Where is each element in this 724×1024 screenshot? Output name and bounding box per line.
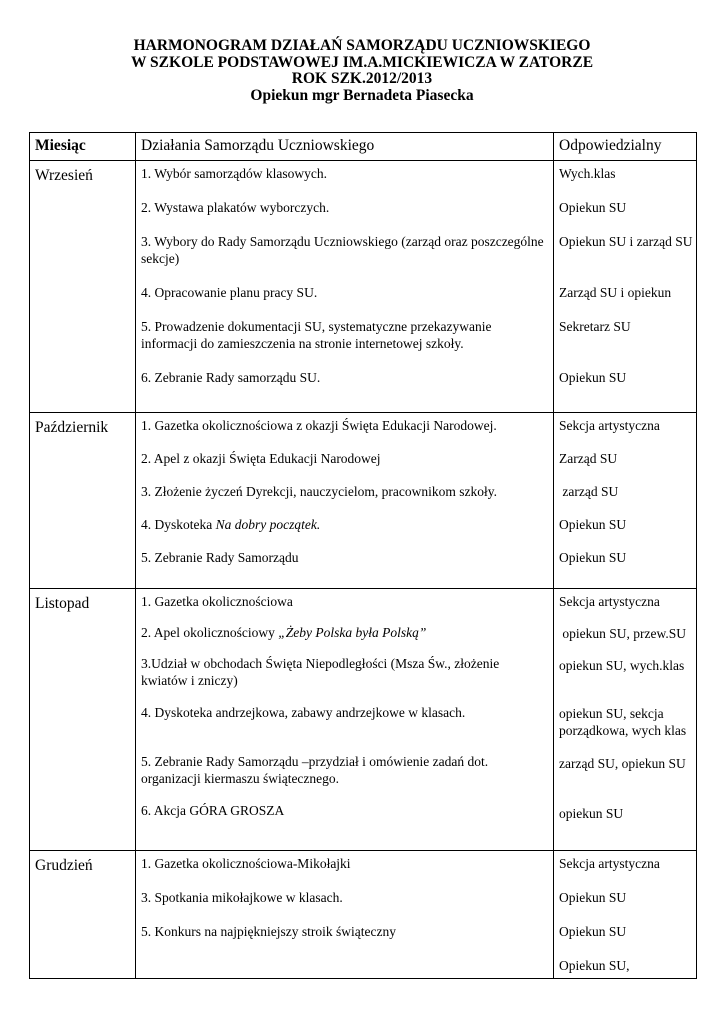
responsible-item: Wych.klas [559, 166, 616, 181]
table-row-listopad [30, 589, 697, 851]
activity-item: 5. Prowadzenie dokumentacji SU, systematyczne przekazywanie informacji do zamieszczenia na stronie internetowej szkoły. [141, 319, 492, 351]
responsible-item: Zarząd SU [559, 451, 618, 466]
title-line-4: Opiekun mgr Bernadeta Piasecka [250, 86, 474, 104]
month-cell: Grudzień [30, 851, 136, 979]
title-line-1: HARMONOGRAM DZIAŁAŃ SAMORZĄDU UCZNIOWSKIEGO [133, 37, 591, 54]
column-header-activities: Działania Samorządu Uczniowskiego [136, 133, 554, 161]
activity-item: 5. Konkurs na najpiękniejszy stroik świąteczny [141, 924, 396, 939]
activity-item: 4. Opracowanie planu pracy SU. [141, 285, 318, 300]
activity-item: 6. Akcja GÓRA GROSZA [141, 803, 285, 818]
italic-event-name: „Żeby Polska była Polską” [278, 625, 427, 640]
responsible-item: zarząd SU, opiekun SU [559, 756, 686, 771]
activity-item: 4. Dyskoteka andrzejkowa, zabawy andrzejkowe w klasach. [141, 705, 466, 720]
month-cell: Październik [30, 413, 136, 589]
responsible-cell [554, 413, 697, 589]
responsible-item: Opiekun SU [559, 370, 627, 385]
activity-item: 6. Zebranie Rady samorządu SU. [141, 370, 321, 385]
activities-cell [136, 161, 554, 413]
responsible-cell [554, 851, 697, 979]
activity-item: 4. Dyskoteka Na dobry początek. [141, 517, 321, 532]
responsible-item: zarząd SU [559, 484, 619, 499]
month-cell: Wrzesień [30, 161, 136, 413]
italic-event-name: Na dobry początek. [215, 517, 321, 532]
activity-item: 3. Spotkania mikołajkowe w klasach. [141, 890, 343, 905]
activity-item: 1. Gazetka okolicznościowa [141, 594, 293, 609]
responsible-item: Sekcja artystyczna [559, 418, 660, 433]
title-line-2: W SZKOLE PODSTAWOWEJ IM.A.MICKIEWICZA W ZATORZE [130, 53, 594, 71]
document-header [0, 38, 724, 104]
responsible-item: Sekcja artystyczna [559, 594, 660, 609]
responsible-item: opiekun SU, sekcja porządkowa, wych klas [559, 706, 687, 738]
activities-cell [136, 589, 554, 851]
activity-item: 1. Gazetka okolicznościowa z okazji Święta Edukacji Narodowej. [141, 418, 497, 433]
responsible-item: Opiekun SU i zarząd SU [559, 234, 693, 249]
table-row-grudzien [30, 851, 697, 979]
activity-item: 2. Apel z okazji Święta Edukacji Narodowej [141, 451, 381, 466]
table-row-wrzesien [30, 161, 697, 413]
activity-item: 2. Apel okolicznościowy „Żeby Polska była Polską” [141, 625, 427, 640]
table-header-row [30, 133, 697, 161]
activity-item: 2. Wystawa plakatów wyborczych. [141, 200, 330, 215]
responsible-cell [554, 161, 697, 413]
responsible-item: Opiekun SU [559, 550, 627, 565]
responsible-item: Opiekun SU [559, 924, 627, 939]
responsible-item: Opiekun SU, [559, 958, 630, 973]
responsible-item: Opiekun SU [559, 890, 627, 905]
activity-item: 3. Wybory do Rady Samorządu Uczniowskiego (zarząd oraz poszczególne sekcje) [141, 234, 544, 266]
responsible-item: Sekretarz SU [559, 319, 631, 334]
month-cell: Listopad [30, 589, 136, 851]
responsible-item: opiekun SU, wych.klas [559, 658, 685, 673]
activity-item: 1. Wybór samorządów klasowych. [141, 166, 328, 181]
activities-cell [136, 851, 554, 979]
responsible-item: Opiekun SU [559, 517, 627, 532]
column-header-responsible: Odpowiedzialny [554, 133, 697, 161]
activity-item: 5. Zebranie Rady Samorządu –przydział i omówienie zadań dot. organizacji kiermaszu świątecznego. [141, 754, 489, 786]
activity-item: 1. Gazetka okolicznościowa-Mikołajki [141, 856, 351, 871]
activity-item: 3.Udział w obchodach Święta Niepodległości (Msza Św., złożenie kwiatów i zniczy) [141, 656, 500, 688]
responsible-item: opiekun SU [559, 806, 624, 821]
table-row-pazdziernik [30, 413, 697, 589]
column-header-month: Miesiąc [30, 133, 136, 161]
responsible-cell [554, 589, 697, 851]
responsible-item: opiekun SU, przew.SU [559, 626, 686, 641]
responsible-item: Sekcja artystyczna [559, 856, 660, 871]
responsible-item: Opiekun SU [559, 200, 627, 215]
activities-cell [136, 413, 554, 589]
title-line-3: ROK SZK.2012/2013 [291, 70, 433, 87]
activity-item: 5. Zebranie Rady Samorządu [141, 550, 299, 565]
schedule-table [29, 132, 697, 979]
activity-item: 3. Złożenie życzeń Dyrekcji, nauczycielom, pracownikom szkoły. [141, 484, 497, 499]
responsible-item: Zarząd SU i opiekun [559, 285, 672, 300]
